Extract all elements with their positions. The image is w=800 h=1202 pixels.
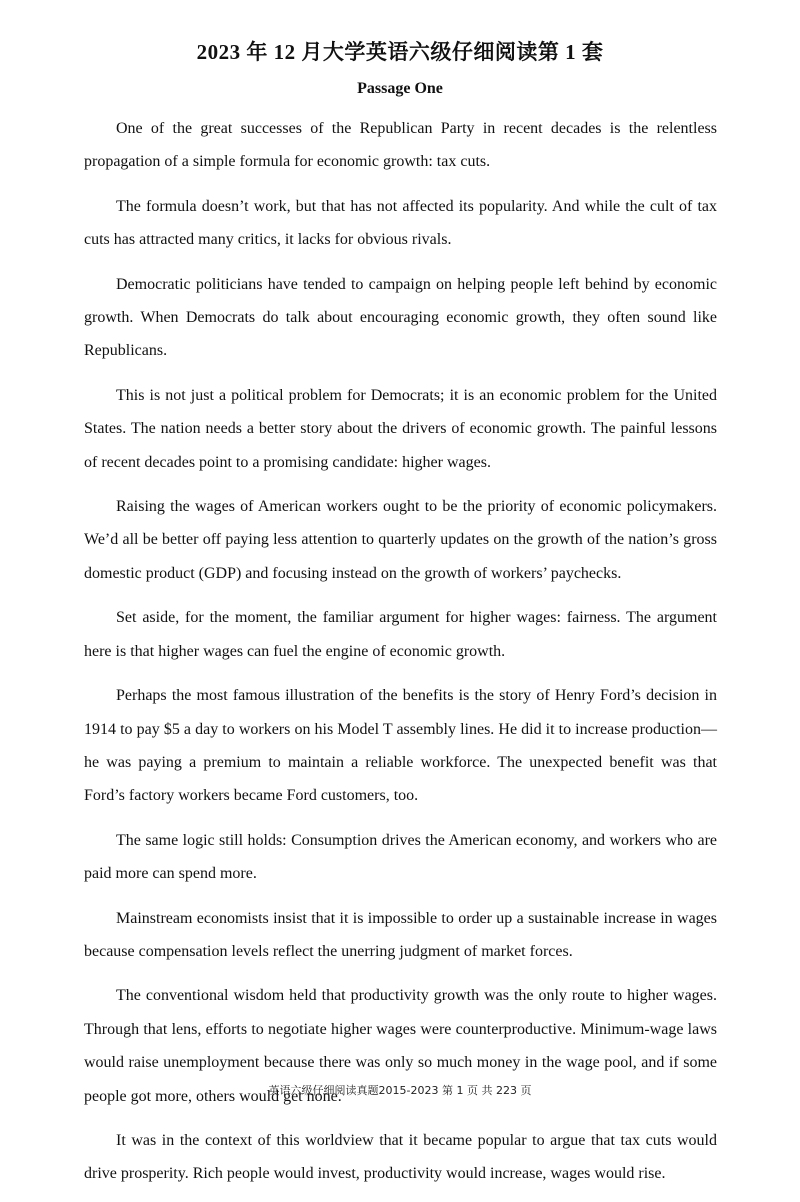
page-title: 2023 年 12 月大学英语六级仔细阅读第 1 套 [196,40,604,64]
paragraph-1: One of the great successes of the Republican Party in recent decades is the relentless propagation of a simple formula for economic growth: tax cuts. [84,120,717,171]
passage-body [84,112,717,1202]
paragraph-11: It was in the context of this worldview that it became popular to argue that tax cuts would drive prosperity. Rich people would invest, productivity would increase, wages would rise. [84,1131,717,1183]
paragraph-10: The conventional wisdom held that productivity growth was the only route to higher wages. Through that lens, efforts to negotiate higher wages were counterproductive. Minimum-wage laws would raise unemployment because there was only so much money in the wage pool, and if some people got more, others would get none. [84,987,717,1105]
paragraph-6: Set aside, for the moment, the familiar argument for higher wages: fairness. The argument here is that higher wages can fuel the engine of economic growth. [84,609,717,660]
passage-heading: Passage One [357,80,443,97]
paragraph-2: The formula doesn’t work, but that has not affected its popularity. And while the cult of tax cuts has attracted many critics, it lacks for obvious rivals. [84,197,717,249]
paragraph-5: Raising the wages of American workers ought to be the priority of economic policymakers. We’d all be better off paying less attention to quarterly updates on the growth of the nation’s gross domestic product (GDP) and focusing instead on the growth of workers’ paychecks. [84,498,717,582]
paragraph-7: Perhaps the most famous illustration of the benefits is the story of Henry Ford’s decision in 1914 to pay $5 a day to workers on his Model T assembly lines. He did it to increase production—he was paying a premium to maintain a reliable workforce. The unexpected benefit was that Ford’s factory workers became Ford customers, too. [84,687,717,805]
paragraph-3: Democratic politicians have tended to campaign on helping people left behind by economic growth. When Democrats do talk about encouraging economic growth, they often sound like Republicans. [84,275,717,360]
paragraph-8: The same logic still holds: Consumption drives the American economy, and workers who are paid more can spend more. [84,831,717,883]
paragraph-9: Mainstream economists insist that it is impossible to order up a sustainable increase in wages because compensation levels reflect the unerring judgment of market forces. [84,909,717,960]
page-footer: 英语六级仔细阅读真题2015-2023 第 1 页 共 223 页 [268,1084,532,1097]
paragraph-4: This is not just a political problem for Democrats; it is an economic problem for the United States. The nation needs a better story about the drivers of economic growth. The painful lessons of recent decades point to a promising candidate: higher wages. [84,386,717,471]
